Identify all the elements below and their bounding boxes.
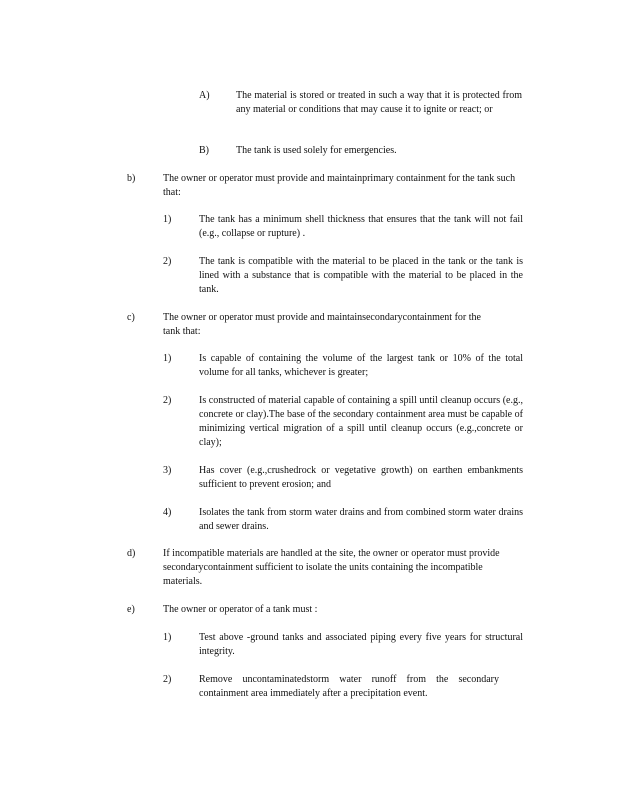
- list-marker: 1): [163, 353, 172, 364]
- list-item-text: Remove uncontaminatedstorm water runoff from the secondary containment area immediately after a precipitation event.: [199, 674, 499, 699]
- list-marker: 1): [163, 214, 172, 225]
- list-item-text: Is constructed of material capable of containing a spill until cleanup occurs (e.g., concrete or clay).The base of the secondary containment area must be capable of minimizing vertical migration of a spill until cleanup occurs (e.g.,concrete or clay);: [199, 395, 523, 448]
- sub-item-b-marker: B): [199, 145, 209, 156]
- sub-item-b-text: The tank is used solely for emergencies.: [236, 145, 397, 156]
- list-item-text: Isolates the tank from storm water drains and from combined storm water drains and sewer drains.: [199, 507, 523, 532]
- sub-item-a-text: The material is stored or treated in such a way that it is protected from any material or conditions that may cause it to ignite or react; or: [236, 90, 522, 115]
- section-b-marker: b): [127, 173, 136, 184]
- list-item-text: Test above -ground tanks and associated piping every five years for structural integrity.: [199, 632, 523, 657]
- sub-item-a-marker: A): [199, 90, 210, 101]
- list-marker: 4): [163, 507, 172, 518]
- list-item-text: The tank is compatible with the material to be placed in the tank or the tank is lined with a substance that is compatible with the material to be placed in the tank.: [199, 256, 523, 295]
- list-item-text: Is capable of containing the volume of the largest tank or 10% of the total volume for all tanks, whichever is greater;: [199, 353, 523, 378]
- section-d-text: If incompatible materials are handled at the site, the owner or operator must provide secondarycontainment sufficient to isolate the units containing the incompatible materials.: [163, 548, 500, 587]
- section-e-text: The owner or operator of a tank must :: [163, 604, 318, 615]
- list-marker: 1): [163, 632, 172, 643]
- section-b-text: The owner or operator must provide and maintainprimary containment for the tank such that:: [163, 173, 516, 198]
- list-marker: 3): [163, 465, 172, 476]
- list-item-text: Has cover (e.g.,crushedrock or vegetative growth) on earthen embankments sufficient to prevent erosion; and: [199, 465, 523, 490]
- section-e-marker: e): [127, 604, 135, 615]
- section-d-marker: d): [127, 548, 136, 559]
- list-marker: 2): [163, 674, 172, 685]
- list-item-text: The tank has a minimum shell thickness that ensures that the tank will not fail (e.g., collapse or rupture) .: [199, 214, 523, 239]
- section-c-text: The owner or operator must provide and maintainsecondarycontainment for the tank that:: [163, 312, 481, 337]
- list-marker: 2): [163, 395, 172, 406]
- list-marker: 2): [163, 256, 172, 267]
- section-c-marker: c): [127, 312, 135, 323]
